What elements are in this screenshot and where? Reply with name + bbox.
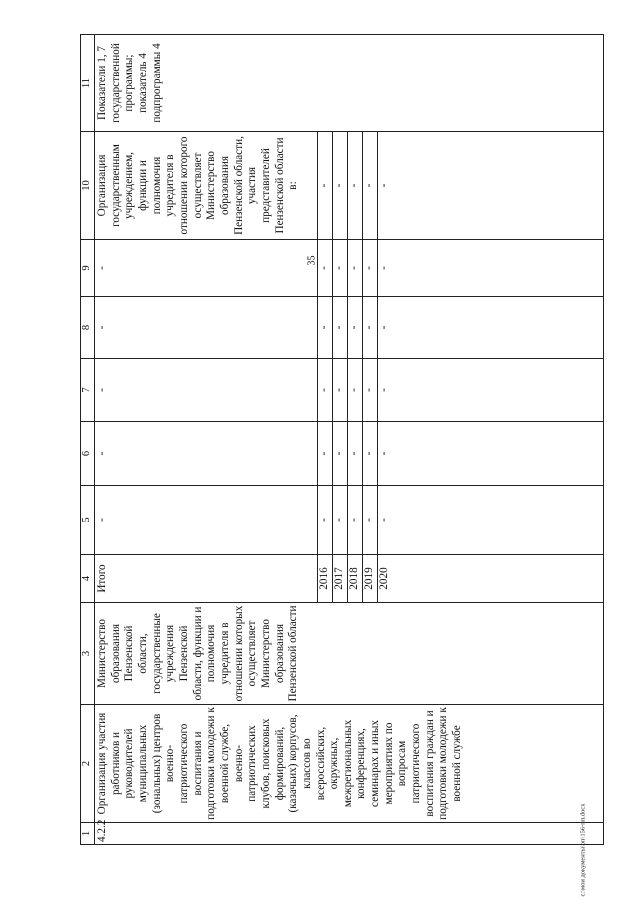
total-label: Итого [95, 555, 318, 603]
header-cell: 4 [81, 555, 95, 603]
year-result: - [363, 132, 378, 240]
year-value: - [333, 297, 348, 359]
year-value: - [363, 359, 378, 422]
header-cell: 9 [81, 240, 95, 297]
year-value: - [348, 486, 363, 555]
total-value: - [95, 486, 318, 555]
year-cell: 2018 [348, 555, 363, 603]
header-cell: 6 [81, 422, 95, 486]
year-cell: 2019 [363, 555, 378, 603]
year-value: - [333, 486, 348, 555]
year-value: - [363, 486, 378, 555]
year-cell: 2016 [318, 555, 333, 603]
total-value: - [95, 359, 318, 422]
year-value: - [333, 422, 348, 486]
header-cell: 5 [81, 486, 95, 555]
year-value: - [318, 240, 333, 297]
year-result: - [318, 132, 333, 240]
program-table [80, 34, 604, 845]
header-cell: 8 [81, 297, 95, 359]
total-value: - [95, 297, 318, 359]
file-path-footer: c:\мои документы\рп\156-пп.docx [579, 803, 587, 897]
total-value: - [95, 240, 318, 297]
year-cell: 2017 [333, 555, 348, 603]
year-value: - [363, 297, 378, 359]
year-value: - [378, 422, 604, 486]
executor-cell: Министерство образования Пензенской области, государственные учреждения Пензенской области, функции и полномочия учредителя в отношении которых осуществляет Министерство образования Пензенской области [95, 603, 604, 705]
header-cell: 3 [81, 603, 95, 705]
year-value: - [348, 240, 363, 297]
year-cell: 2020 [378, 555, 604, 603]
header-cell: 10 [81, 132, 95, 240]
total-value: - [95, 422, 318, 486]
year-result: - [333, 132, 348, 240]
year-value: - [333, 240, 348, 297]
header-row [81, 35, 95, 845]
year-value: - [378, 359, 604, 422]
year-result: - [348, 132, 363, 240]
header-cell: 1 [81, 823, 95, 845]
rotated-table-wrapper [80, 35, 630, 845]
year-value: - [348, 359, 363, 422]
year-result: - [378, 132, 604, 240]
page-number: 35 [306, 255, 318, 266]
header-cell: 2 [81, 705, 95, 823]
year-value: - [318, 297, 333, 359]
year-value: - [333, 359, 348, 422]
header-cell: 7 [81, 359, 95, 422]
year-value: - [318, 359, 333, 422]
year-value: - [348, 297, 363, 359]
year-value: - [363, 240, 378, 297]
header-cell: 11 [81, 35, 95, 132]
year-value: - [378, 240, 604, 297]
event-name-cell: Организация участия работников и руководителей муниципальных (зональных) центров военно-патриотического воспитания и подготовки молодежи к военной службе, военно-патриотических клубов, поисковых формирований, (казачьих) корпусов, классов во всероссийских, окружных, межрегиональных конференциях, семинарах и иных мероприятиях по вопросам патриотического воспитания граждан и подготовки молодежи к военной службе [95, 705, 604, 823]
result-cell: Организация государственным учреждением, функции и полномочия учредителя в отношении которого осуществляет Министерство образования Пензенской области, участия представителей Пензенской области в: [95, 132, 318, 240]
year-value: - [348, 422, 363, 486]
year-value: - [363, 422, 378, 486]
year-value: - [318, 486, 333, 555]
year-value: - [378, 297, 604, 359]
indicators-cell: Показатели 1, 7 государственной программы; показатель 4 подпрограммы 4 [95, 35, 604, 132]
table-row [95, 35, 318, 845]
year-value: - [378, 486, 604, 555]
row-number: 4.2.2 [95, 823, 604, 845]
year-value: - [318, 422, 333, 486]
